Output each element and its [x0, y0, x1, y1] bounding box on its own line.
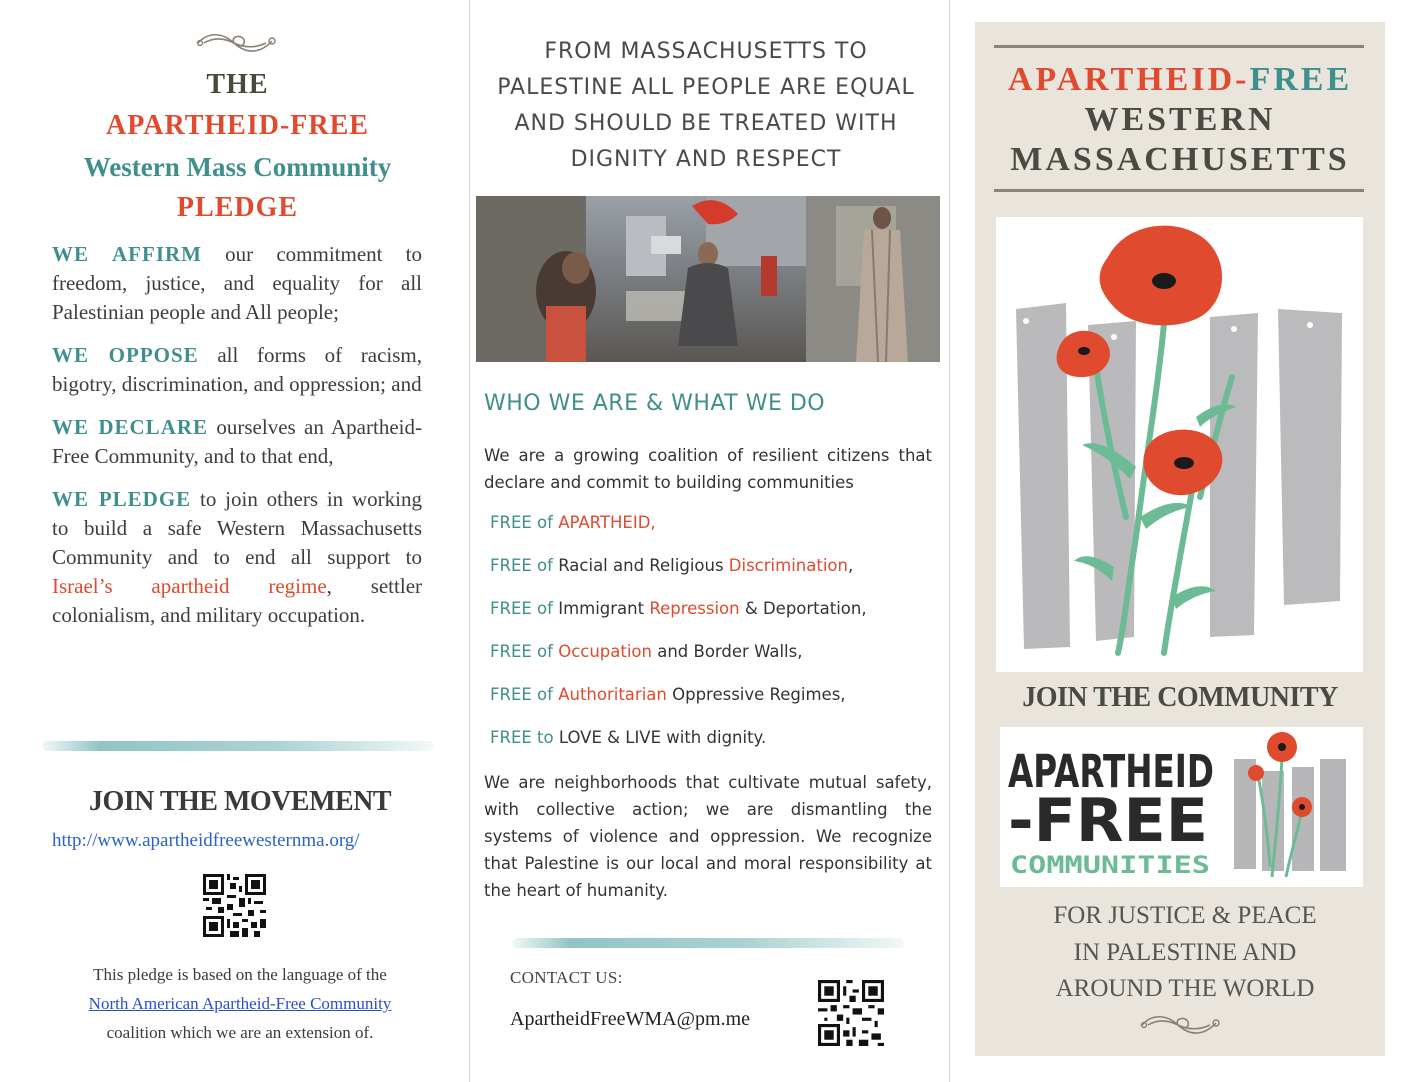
- free-text: Oppressive Regimes,: [666, 685, 846, 704]
- free-prefix: FREE of: [490, 685, 559, 704]
- pledge-keyword: WE AFFIRM: [52, 242, 202, 266]
- logo-text-free: -FREE: [1008, 786, 1208, 856]
- free-text: ,: [847, 556, 854, 575]
- logo-text-apartheid: APARTHEID: [1008, 745, 1214, 798]
- flourish-ornament-icon: [194, 30, 278, 56]
- list-item: [490, 725, 867, 768]
- list-item: [490, 639, 867, 682]
- brush-divider: [512, 938, 904, 948]
- join-community-heading: JOIN THE COMMUNITY: [1022, 682, 1338, 713]
- free-text: & Deportation,: [739, 599, 867, 618]
- free-highlight: Discrimination: [728, 556, 848, 575]
- pledge-keyword: WE PLEDGE: [52, 487, 192, 511]
- pledge-text: to join others in working to build a safe Western Massachusetts Community and to end all support to: [52, 487, 422, 569]
- who-we-are-heading: WHO WE ARE & WHAT WE DO: [484, 391, 826, 416]
- logo-graphic: [1000, 727, 1363, 887]
- street-photo: [476, 196, 940, 362]
- brand-word: APARTHEID: [1007, 61, 1236, 98]
- mission-text: We are neighborhoods that cultivate mutual safety, with collective action; we are dismantling the systems of violence and oppression. We recognize that Palestine is our local and moral responsibility at the heart of humanity.: [484, 773, 932, 900]
- free-text: LOVE & LIVE with dignity.: [558, 728, 767, 747]
- who-we-are-intro: We are a growing coalition of resilient citizens that declare and commit to building communities: [484, 446, 932, 492]
- pledge-text: , settler colonialism, and military occupation.: [52, 574, 423, 627]
- source-note-link[interactable]: North American Apartheid-Free Community: [88, 994, 392, 1013]
- free-highlight: APARTHEID,: [558, 513, 656, 532]
- brand-word: FREE: [1249, 61, 1353, 98]
- flourish-ornament-icon: [1138, 1012, 1222, 1038]
- panel-divider: [949, 0, 950, 1082]
- free-prefix: FREE of: [490, 556, 559, 575]
- cover-rule: [994, 45, 1364, 48]
- source-note-text: coalition which we are an extension of.: [106, 1023, 374, 1042]
- free-prefix: FREE of: [490, 599, 559, 618]
- pledge-keyword: WE OPPOSE: [52, 343, 199, 367]
- cover-rule: [994, 189, 1364, 192]
- apartheid-free-logo: [1000, 727, 1363, 887]
- pledge-paragraph: [52, 413, 422, 471]
- pledge-panel: [0, 0, 470, 1082]
- free-prefix: FREE of: [490, 513, 559, 532]
- free-prefix: FREE of: [490, 642, 559, 661]
- pledge-title-line: Western Mass Community: [83, 152, 392, 182]
- pledge-source-note: [40, 960, 440, 1047]
- free-text: and Border Walls,: [651, 642, 803, 661]
- brand-dash: -: [1235, 61, 1250, 98]
- brand-line: WESTERN: [1084, 101, 1276, 138]
- pledge-keyword: WE DECLARE: [52, 415, 209, 439]
- qr-code-icon: [203, 874, 266, 937]
- free-text: Immigrant: [558, 599, 650, 618]
- tagline-line: IN PALESTINE AND: [1073, 938, 1297, 966]
- pledge-title-line: THE: [206, 69, 269, 100]
- brand-line: [980, 60, 1380, 100]
- pledge-body: [52, 240, 422, 644]
- free-prefix: FREE to: [490, 728, 559, 747]
- justice-tagline: [980, 898, 1390, 1008]
- tagline-line: FOR JUSTICE & PEACE: [1053, 902, 1317, 929]
- list-item: [490, 682, 867, 725]
- pledge-text: all forms of racism, bigotry, discrimination, and oppression; and: [52, 343, 422, 396]
- pledge-paragraph: [52, 341, 422, 399]
- contact-label: CONTACT US:: [510, 968, 623, 987]
- list-item: [490, 510, 867, 553]
- free-text: Racial and Religious: [558, 556, 729, 575]
- pledge-paragraph: [52, 485, 422, 630]
- pledge-paragraph: [52, 240, 422, 327]
- pledge-title-line: PLEDGE: [176, 192, 299, 223]
- pledge-text: ourselves an Apartheid-Free Community, and to that end,: [52, 415, 422, 468]
- pledge-text: our commitment to freedom, justice, and equality for all Palestinian people and All people;: [52, 242, 422, 324]
- free-highlight: Repression: [649, 599, 740, 618]
- free-highlight: Authoritarian: [558, 685, 667, 704]
- website-link[interactable]: http://www.apartheidfreewesternma.org/: [52, 830, 360, 851]
- pledge-highlight: Israel’s apartheid regime: [52, 574, 327, 598]
- join-movement-heading: JOIN THE MOVEMENT: [88, 786, 392, 817]
- brand-line: MASSACHUSETTS: [1010, 141, 1350, 178]
- list-item: [490, 596, 867, 639]
- pledge-title-line: APARTHEID-FREE: [106, 110, 369, 141]
- brand-title: [980, 60, 1380, 180]
- brush-divider: [42, 741, 434, 751]
- pledge-title: [40, 66, 435, 229]
- tagline-line: AROUND THE WORLD: [1055, 975, 1315, 1002]
- poppy-wall-illustration: [996, 217, 1363, 672]
- equality-headline: FROM MASSACHUSETTS TO PALESTINE ALL PEOPLE ARE EQUAL AND SHOULD BE TREATED WITH DIGNITY AND RESPECT: [497, 39, 915, 172]
- qr-code-icon: [818, 980, 884, 1046]
- free-highlight: Occupation: [558, 642, 652, 661]
- logo-text-communities: COMMUNITIES: [1010, 851, 1210, 879]
- contact-email[interactable]: ApartheidFreeWMA@pm.me: [510, 1008, 751, 1030]
- free-of-list: [490, 510, 867, 768]
- list-item: [490, 553, 867, 596]
- source-note-text: This pledge is based on the language of the: [93, 965, 387, 984]
